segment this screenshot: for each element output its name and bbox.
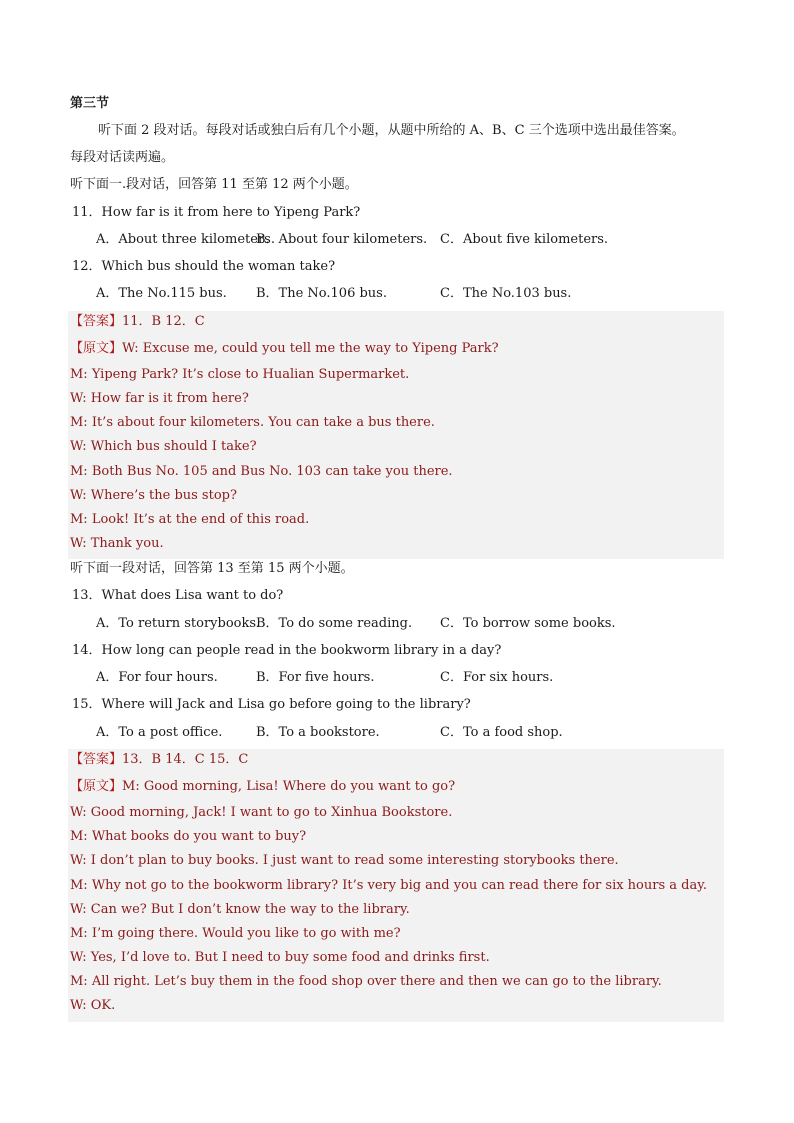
question-15-option-b: B．To a bookstore. [256,725,380,740]
section-instruction-1: 听下面 2 段对话。每段对话或独白后有几个小题，从题中所给的 A、B、C 三个选项中选出最佳答案。 [98,123,685,138]
script-2-line-5: W: Can we? But I don’t know the way to the library. [70,902,410,917]
question-15-option-a: A．To a post office. [96,725,223,740]
script-1-line-6: W: Where’s the bus stop? [70,488,237,503]
script-2-line-0 [70,778,455,796]
question-11-stem: 11．How far is it from here to Yipeng Park? [72,205,361,220]
script-2-line-3: W: I don’t plan to buy books. I just want to read some interesting storybooks there. [70,853,619,868]
script-1-tag: 【原文】 [70,341,123,356]
script-2-tag: 【原文】 [70,779,123,794]
script-1-line-7: M: Look! It’s at the end of this road. [70,512,310,527]
answer-2-line [70,751,248,769]
question-11-option-a: A．About three kilometers. [96,232,275,247]
question-13-option-a: A．To return storybooks. [96,616,261,631]
question-14-stem: 14．How long can people read in the bookworm library in a day? [72,643,502,658]
question-13-option-b: B．To do some reading. [256,616,413,631]
script-1-line-3: M: It’s about four kilometers. You can take a bus there. [70,415,435,430]
script-2-line-9: W: OK. [70,998,116,1013]
script-2-line-2: M: What books do you want to buy? [70,829,307,844]
script-1-line-0 [70,340,499,358]
answer-1-text: 11．B 12．C [122,314,205,329]
answer-1-tag: 【答案】 [70,314,123,329]
script-1-line-4: W: Which bus should I take? [70,439,257,454]
question-15-option-c: C．To a food shop. [440,725,563,740]
question-12-option-b: B．The No.106 bus. [256,286,387,301]
question-15-stem: 15．Where will Jack and Lisa go before going to the library? [72,697,471,712]
question-11-option-c: C．About five kilometers. [440,232,609,247]
script-1-line-2: W: How far is it from here? [70,391,249,406]
script-2-text-0: M: Good morning, Lisa! Where do you want to go? [122,779,456,794]
answer-2-text: 13．B 14．C 15．C [122,752,249,767]
script-2-line-1: W: Good morning, Jack! I want to go to Xinhua Bookstore. [70,805,453,820]
script-1-line-8: W: Thank you. [70,536,164,551]
question-13-stem: 13．What does Lisa want to do? [72,588,284,603]
question-11-option-b: B．About four kilometers. [256,232,428,247]
question-13-option-c: C．To borrow some books. [440,616,616,631]
question-14-option-a: A．For four hours. [96,670,218,685]
section-title: 第三节 [70,96,110,111]
script-2-line-6: M: I’m going there. Would you like to go with me? [70,926,401,941]
script-2-line-8: M: All right. Let’s buy them in the food shop over there and then we can go to the library. [70,974,662,989]
dialogue1-intro: 听下面一.段对话，回答第 11 至第 12 两个小题。 [70,177,358,192]
question-12-option-c: C．The No.103 bus. [440,286,572,301]
script-1-text-0: W: Excuse me, could you tell me the way to Yipeng Park? [122,341,499,356]
section-instruction-2: 每段对话读两遍。 [70,150,175,165]
script-1-line-1: M: Yipeng Park? It’s close to Hualian Supermarket. [70,367,410,382]
answer-2-tag: 【答案】 [70,752,123,767]
script-1-line-5: M: Both Bus No. 105 and Bus No. 103 can take you there. [70,464,453,479]
script-2-line-7: W: Yes, I’d love to. But I need to buy some food and drinks first. [70,950,490,965]
answer-1-line [70,313,205,331]
question-12-option-a: A．The No.115 bus. [96,286,227,301]
question-14-option-c: C．For six hours. [440,670,554,685]
question-14-option-b: B．For five hours. [256,670,375,685]
question-12-stem: 12．Which bus should the woman take? [72,259,336,274]
script-2-line-4: M: Why not go to the bookworm library? It’s very big and you can read there for six hours a day. [70,878,707,893]
dialogue2-intro: 听下面一段对话，回答第 13 至第 15 两个小题。 [70,561,354,576]
